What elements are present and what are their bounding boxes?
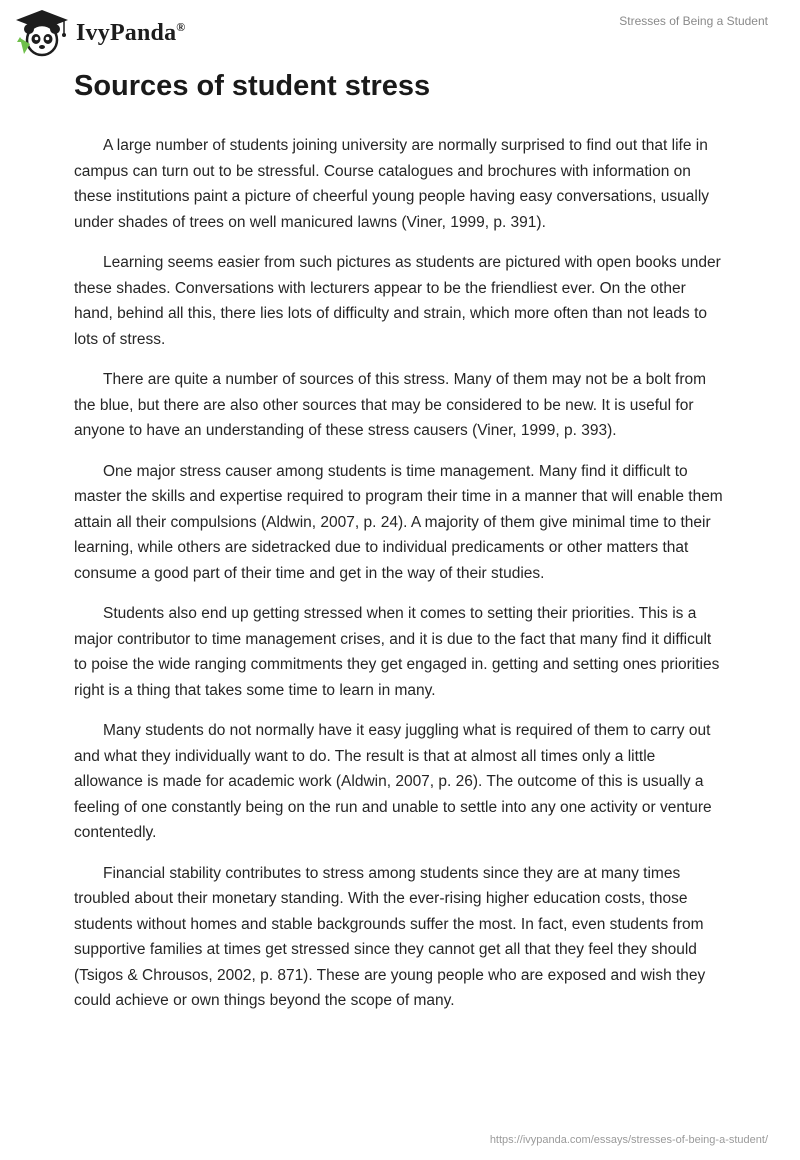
paragraph: Financial stability contributes to stress among students since they are at many times troubled about their monetary standing. With the ever-rising higher education costs, those students without homes and stable backgrounds suffer the most. In fact, even students from supportive families at times get stressed since they cannot get all that they feel they should (Tsigos & Chrousos, 2002, p. 871). These are young people who are exposed and wish they could achieve or own things beyond the scope of many. bbox=[74, 864, 706, 1009]
paragraph: Many students do not normally have it easy juggling what is required of them to carry out and what they individually want to do. The result is that at almost all times only a little allowance is made for academic work (Aldwin, 2007, p. 26). The outcome of this is usually a feeling of one constantly being on the run and unable to settle into any one activity or venture contentedly. bbox=[74, 722, 712, 841]
ivypanda-logo[interactable] bbox=[14, 8, 185, 58]
paragraph: There are quite a number of sources of this stress. Many of them may not be a bolt from the blue, but there are also other sources that may be considered to be new. It is useful for anyone to have an understanding of these stress causers (Viner, 1999, p. 393). bbox=[74, 371, 707, 439]
paragraph: One major stress causer among students is time management. Many find it difficult to master the skills and expertise required to program their time in a manner that will enable them attain all their compulsions (Aldwin, 2007, p. 24). A majority of them give minimal time to their learning, while others are sidetracked due to individual predicaments or other matters that consume a good part of their time and get in the way of their studies. bbox=[74, 462, 723, 582]
paragraph: A large number of students joining university are normally surprised to find out that life in campus can turn out to be stressful. Course catalogues and brochures with information on these institutions paint a picture of cheerful young people having easy conversations, usually under shades of trees on well manicured lawns (Viner, 1999, p. 391). bbox=[74, 137, 710, 231]
paragraph: Learning seems easier from such pictures as students are pictured with open books under these shades. Conversations with lecturers appear to be the friendliest ever. On the other hand, behind all this, there lies lots of difficulty and strain, which more often than not leads to lots of stress. bbox=[74, 254, 721, 348]
essay-header-title: Stresses of Being a Student bbox=[619, 14, 768, 28]
paragraph: Students also end up getting stressed when it comes to setting their priorities. This is a major contributor to time management crises, and it is due to the fact that many find it difficult to poise the wide ranging commitments they get engaged in. getting and setting ones priorities right is a thing that takes some time to learn in many. bbox=[74, 605, 720, 699]
panda-graduation-cap-icon bbox=[14, 8, 70, 58]
source-url[interactable]: https://ivypanda.com/essays/stresses-of-being-a-student/ bbox=[489, 1134, 768, 1146]
page-title: Sources of student stress bbox=[74, 70, 431, 102]
article-body bbox=[74, 133, 728, 1029]
brand-name: IvyPanda® bbox=[76, 19, 186, 46]
